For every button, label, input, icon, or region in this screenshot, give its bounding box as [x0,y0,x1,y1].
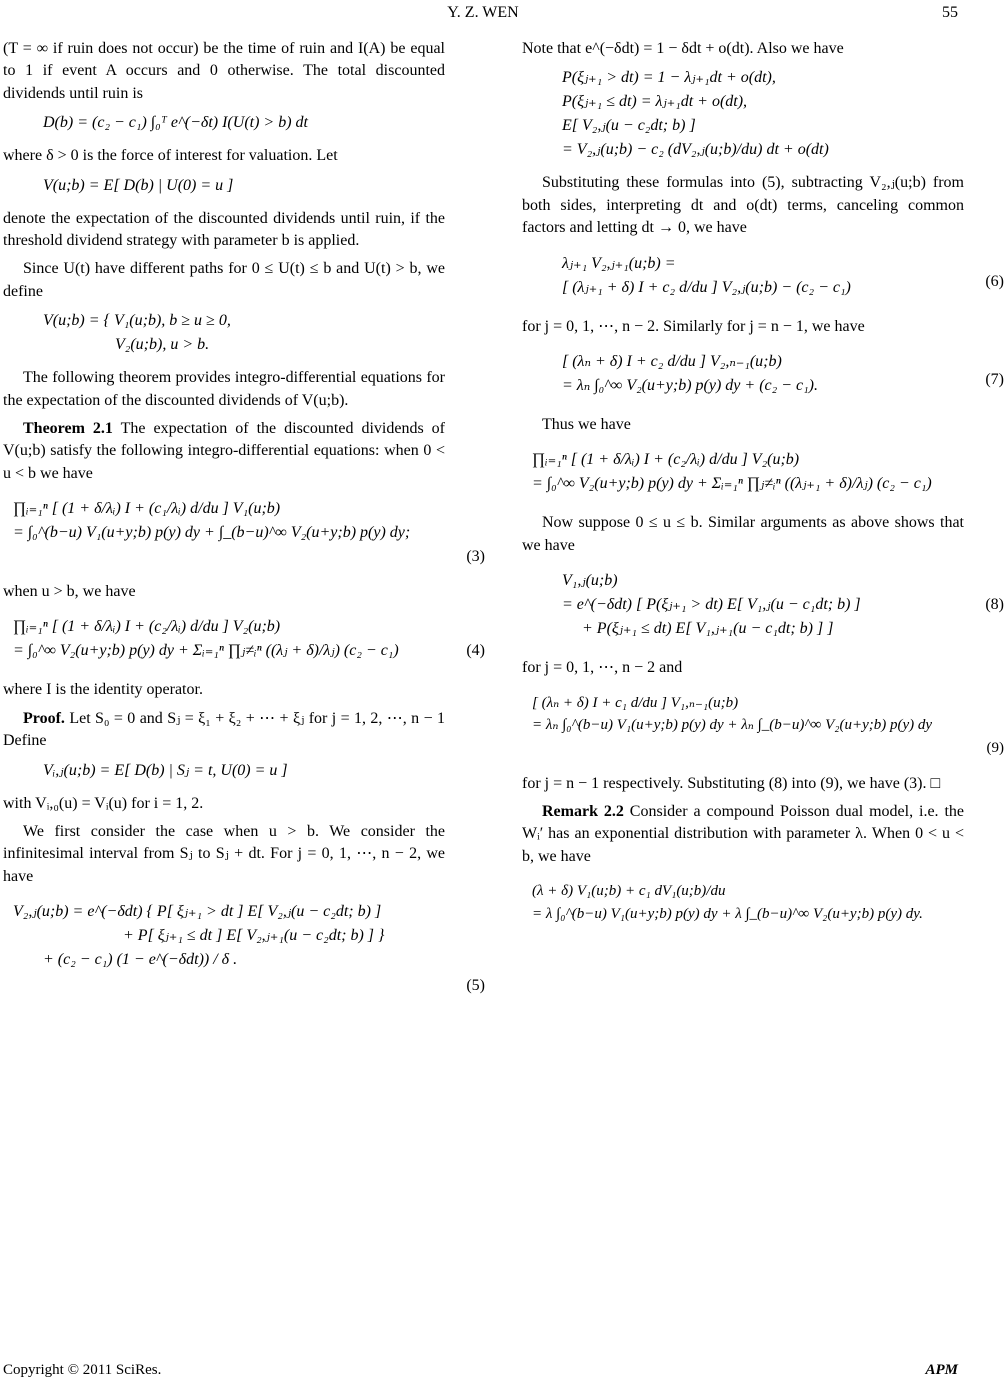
page-number: 55 [942,4,958,21]
proof-text: Let S₀ = 0 and Sⱼ = ξ₁ + ξ₂ + ⋯ + ξⱼ for j = 1, 2, ⋯, n − 1 Define [3,709,445,750]
left-column [3,38,485,1012]
paragraph: The following theorem provides integro-differential equations for the expectation of the discounted dividends of V(u;b). [3,369,445,409]
equation-number: (8) [985,596,1004,614]
equation-conditional-expectation: Vᵢ,ⱼ(u;b) = E[ D(b) | Sⱼ = t, U(0) = u ] [43,761,288,779]
equation-7 [562,344,1004,404]
equation-line: = ∫₀^∞ V₂(u+y;b) p(y) dy + Σᵢ₌₁ⁿ ∏ⱼ≠ᵢⁿ ((λⱼ₊₁ + δ)/λⱼ) (c₂ − c₁) [532,475,932,493]
equation-line: + P[ ξⱼ₊₁ ≤ dt ] E[ V₂,ⱼ₊₁(u − c₂dt; b) ] } [123,927,385,945]
equation-line: V₂,ⱼ(u;b) = e^(−δdt) { P[ ξⱼ₊₁ > dt ] E[ V₂,ⱼ(u − c₂dt; b) ] [13,903,382,921]
paragraph: Substituting these formulas into (5), subtracting V₂,ⱼ(u;b) from both sides, interpreting dt and o(dt) terms, canceling common factors and letting dt → 0, we have [522,174,964,237]
paragraph: for j = n − 1 respectively. Substituting (8) into (9), we have (3). □ [522,774,941,792]
equation-line: (λ + δ) V₁(u;b) + c₁ dV₁(u;b)/du [532,883,726,900]
equation-number: (5) [466,977,485,995]
proof-label: Proof. [23,709,65,727]
equation-line: = ∫₀^(b−u) V₁(u+y;b) p(y) dy + ∫_(b−u)^∞ V₂(u+y;b) p(y) dy; [13,524,411,542]
equation-line: P(ξⱼ₊₁ > dt) = 1 − λⱼ₊₁dt + o(dt), [562,69,776,87]
equation-line: + (c₂ − c₁) (1 − e^(−δdt)) / δ . [43,951,238,969]
equation-number: (6) [985,272,1004,290]
page-header [0,2,966,24]
equation-line: = λₙ ∫₀^∞ V₂(u+y;b) p(y) dy + (c₂ − c₁). [562,376,818,394]
theorem-text: The expectation of the discounted dividends of V(u;b) satisfy the following integro-differential equations: when 0 < u < b we have [3,419,445,482]
equation-line: ∏ᵢ₌₁ⁿ [ (1 + δ/λᵢ) I + (c₂/λᵢ) d/du ] V₂(u;b) [13,618,281,636]
paragraph: where δ > 0 is the force of interest for valuation. Let [3,147,338,165]
equation-line: = e^(−δdt) [ P(ξⱼ₊₁ > dt) E[ V₁,ⱼ(u − c₁dt; b) ] [562,596,861,614]
proof-paragraph [3,708,445,753]
copyright-notice: Copyright © 2011 SciRes. [3,1362,162,1378]
equation-line: = V₂,ⱼ(u;b) − c₂ (dV₂,ⱼ(u;b)/du) dt + o(dt) [562,141,829,159]
equation-expectation: V(u;b) = E[ D(b) | U(0) = u ] [43,176,234,194]
equation-number: (4) [466,642,485,660]
paragraph: Thus we have [542,415,631,433]
equation-6 [562,246,1004,306]
equation-line: [ (λₙ + δ) I + c₁ d/du ] V₁,ₙ₋₁(u;b) [532,694,739,711]
equation-4 [13,609,485,669]
equation-line: = λ ∫₀^(b−u) V₁(u+y;b) p(y) dy + λ ∫_(b−u)^∞ V₂(u+y;b) p(y) dy. [532,905,923,922]
equation-line: E[ V₂,ⱼ(u − c₂dt; b) ] [562,117,696,135]
equation-number: (9) [986,739,1004,756]
right-column [522,38,1004,941]
paragraph: (T = ∞ if ruin does not occur) be the time of ruin and I(A) be equal to 1 if event A occurs and 0 otherwise. The total discounted dividends until ruin is [3,40,445,102]
theorem-paragraph [3,418,445,485]
remark-text: Consider a compound Poisson dual model, i.e. the Wᵢ′ has an exponential distribution with parameter λ. When 0 < u < b, we have [522,802,964,865]
theorem-label: Theorem 2.1 [23,419,113,437]
equation-line: = λₙ ∫₀^(b−u) V₁(u+y;b) p(y) dy + λₙ ∫_(b−u)^∞ V₂(u+y;b) p(y) dy [532,717,933,734]
equation-line: + P(ξⱼ₊₁ ≤ dt) E[ V₁,ⱼ₊₁(u − c₁dt; b) ] ] [582,620,834,638]
equation-line: V₁,ⱼ(u;b) [562,572,618,590]
paragraph: when u > b, we have [3,583,136,601]
equation-number: (7) [985,370,1004,388]
page-footer [0,1362,966,1384]
remark-label: Remark 2.2 [542,802,624,820]
paragraph: Note that e^(−δdt) = 1 − δdt + o(dt). Also we have [522,40,844,57]
equation-line: ∏ᵢ₌₁ⁿ [ (1 + δ/λᵢ) I + (c₁/λᵢ) d/du ] V₁(u;b) [13,500,281,518]
paragraph: for j = 0, 1, ⋯, n − 2 and [522,659,683,677]
paragraph: for j = 0, 1, ⋯, n − 2. Similarly for j = n − 1, we have [522,317,865,335]
equation-piecewise-definition [43,309,445,357]
running-title: Y. Z. WEN [447,4,519,21]
equation-line: = ∫₀^∞ V₂(u+y;b) p(y) dy + Σᵢ₌₁ⁿ ∏ⱼ≠ᵢⁿ ((λⱼ + δ)/λⱼ) (c₂ − c₁) [13,642,399,660]
equation-line: λⱼ₊₁ V₂,ⱼ₊₁(u;b) = [562,254,676,272]
equation-line: [ (λₙ + δ) I + c₂ d/du ] V₂,ₙ₋₁(u;b) [562,352,782,370]
equation-remark [532,874,964,931]
equation-9 [532,686,1004,763]
equation-total-dividends: D(b) = (c₂ − c₁) ∫₀ᵀ e^(−δt) I(U(t) > b) dt [43,114,308,132]
paragraph: denote the expectation of the discounted dividends until ruin, if the threshold dividend strategy with parameter b is applied. [3,209,445,249]
paragraph: We first consider the case when u > b. We consider the infinitesimal interval from Sⱼ to Sⱼ + dt. For j = 0, 1, ⋯, n − 2, we have [3,823,445,885]
paragraph: Now suppose 0 ≤ u ≤ b. Similar arguments as above shows that we have [522,514,964,554]
equation-8 [562,563,1004,647]
equation-3 [13,491,485,571]
paragraph: where I is the identity operator. [3,681,203,699]
equation-number: (3) [466,548,485,566]
paragraph: with Vᵢ,₀(u) = Vᵢ(u) for i = 1, 2. [3,794,204,812]
paragraph: Since U(t) have different paths for 0 ≤ U(t) ≤ b and U(t) > b, we define [3,260,445,300]
equation-approximations [562,66,964,162]
equation-line: V₂(u;b), u > b. [115,336,210,354]
equation-thus [532,442,964,502]
equation-line: [ (λⱼ₊₁ + δ) I + c₂ d/du ] V₂,ⱼ(u;b) − (c₂ − c₁) [562,278,851,296]
equation-line: P(ξⱼ₊₁ ≤ dt) = λⱼ₊₁dt + o(dt), [562,93,748,111]
equation-line: V(u;b) = { V₁(u;b), b ≥ u ≥ 0, [43,312,231,330]
equation-5 [13,894,485,1002]
equation-line: ∏ᵢ₌₁ⁿ [ (1 + δ/λᵢ) I + (c₂/λᵢ) d/du ] V₂(u;b) [532,451,800,469]
journal-abbreviation: APM [925,1362,958,1378]
remark-paragraph [522,801,964,868]
